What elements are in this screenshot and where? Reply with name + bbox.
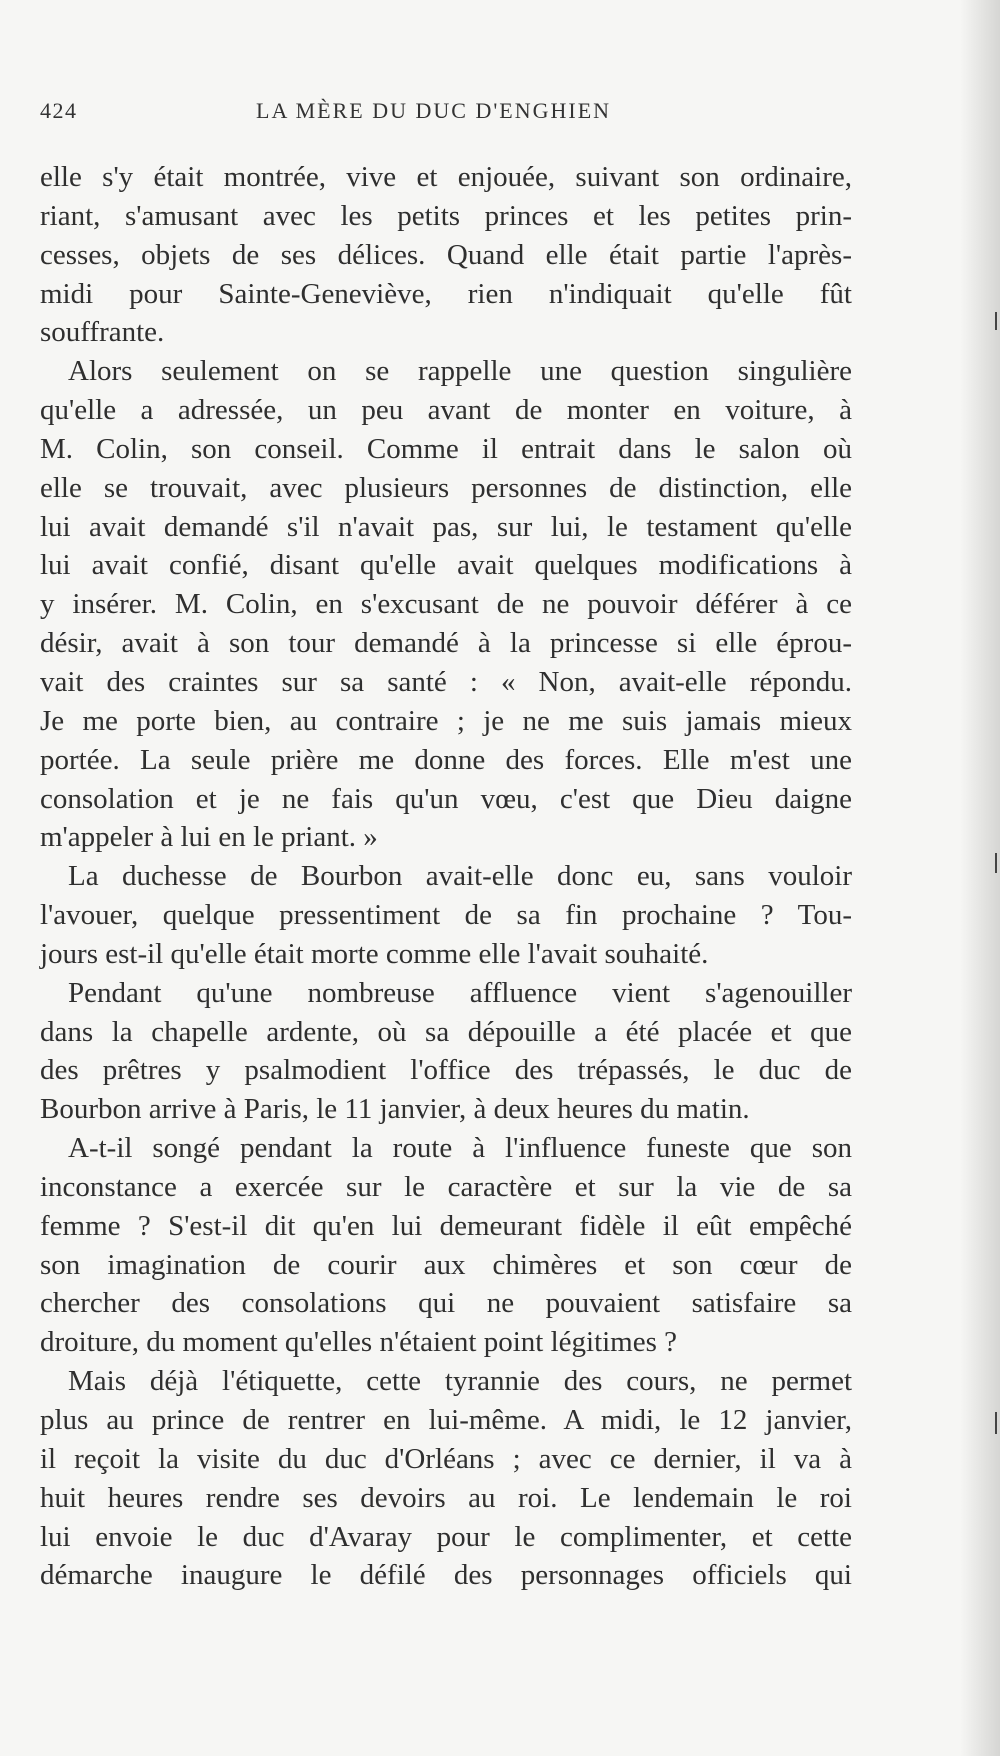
- text-line: Je me porte bien, au contraire ; je ne me suis jamais mieux: [40, 704, 852, 737]
- text-line: cesses, objets de ses délices. Quand elle était partie l'après-: [40, 238, 852, 271]
- text-line: y insérer. M. Colin, en s'excusant de ne pouvoir déférer à ce: [40, 588, 852, 621]
- margin-mark: [995, 1412, 997, 1434]
- text-line: inconstance a exercée sur le caractère et sur la vie de sa: [40, 1170, 852, 1203]
- text-line: il reçoit la visite du duc d'Orléans ; avec ce dernier, il va à: [40, 1442, 852, 1475]
- text-line: huit heures rendre ses devoirs au roi. Le lendemain le roi: [40, 1481, 852, 1514]
- text-line: souffrante.: [40, 316, 165, 349]
- running-title: LA MÈRE DU DUC D'ENGHIEN: [256, 98, 612, 123]
- margin-mark: [995, 312, 997, 330]
- text-line: démarche inaugure le défilé des personnages officiels qui: [40, 1559, 852, 1592]
- text-line: lui envoie le duc d'Avaray pour le complimenter, et cette: [40, 1520, 852, 1553]
- text-line: portée. La seule prière me donne des forces. Elle m'est une: [40, 743, 852, 776]
- text-line: M. Colin, son conseil. Comme il entrait dans le salon où: [40, 432, 852, 465]
- page-edge-shadow: [960, 0, 1000, 1756]
- text-line: femme ? S'est-il dit qu'en lui demeurant fidèle il eût empêché: [40, 1209, 852, 1242]
- text-line: plus au prince de rentrer en lui-même. A midi, le 12 janvier,: [40, 1404, 852, 1436]
- text-line: Alors seulement on se rappelle une question singulière: [68, 355, 852, 388]
- text-line: des prêtres y psalmodient l'office des trépassés, le duc de: [40, 1054, 852, 1087]
- text-line: Bourbon arrive à Paris, le 11 janvier, à deux heures du matin.: [40, 1093, 750, 1126]
- text-line: vait des craintes sur sa santé : « Non, avait-elle répondu.: [40, 665, 852, 698]
- text-line: droiture, du moment qu'elles n'étaient point légitimes ?: [40, 1326, 678, 1359]
- text-line: A-t-il songé pendant la route à l'influence funeste que son: [68, 1132, 852, 1165]
- text-line: chercher des consolations qui ne pouvaient satisfaire sa: [40, 1287, 852, 1320]
- text-line: l'avouer, quelque pressentiment de sa fin prochaine ? Tou-: [40, 899, 852, 932]
- text-line: riant, s'amusant avec les petits princes et les petites prin-: [40, 199, 852, 232]
- text-line: qu'elle a adressée, un peu avant de monter en voiture, à: [40, 394, 852, 427]
- text-line: lui avait confié, disant qu'elle avait quelques modifications à: [40, 549, 852, 582]
- text-line: La duchesse de Bourbon avait-elle donc eu, sans vouloir: [68, 860, 852, 893]
- text-line: Pendant qu'une nombreuse affluence vient s'agenouiller: [68, 976, 852, 1009]
- text-line: dans la chapelle ardente, où sa dépouille a été placée et que: [40, 1015, 852, 1048]
- text-line: consolation et je ne fais qu'un vœu, c'est que Dieu daigne: [40, 782, 852, 815]
- text-line: m'appeler à lui en le priant. »: [40, 821, 378, 854]
- body-text: [40, 158, 852, 1595]
- text-line: lui avait demandé s'il n'avait pas, sur lui, le testament qu'elle: [40, 510, 852, 543]
- text-line: désir, avait à son tour demandé à la princesse si elle éprou-: [40, 627, 852, 660]
- text-line: midi pour Sainte-Geneviève, rien n'indiquait qu'elle fût: [40, 277, 852, 310]
- text-line: elle s'y était montrée, vive et enjouée, suivant son ordinaire,: [40, 161, 852, 193]
- text-line: Mais déjà l'étiquette, cette tyrannie des cours, ne permet: [68, 1365, 852, 1398]
- text-line: son imagination de courir aux chimères et son cœur de: [40, 1248, 852, 1281]
- page-number: 424: [40, 98, 78, 123]
- running-header: [40, 98, 852, 138]
- margin-mark: [995, 853, 997, 873]
- text-line: elle se trouvait, avec plusieurs personnes de distinction, elle: [40, 471, 852, 504]
- text-line: jours est-il qu'elle était morte comme elle l'avait souhaité.: [40, 937, 709, 970]
